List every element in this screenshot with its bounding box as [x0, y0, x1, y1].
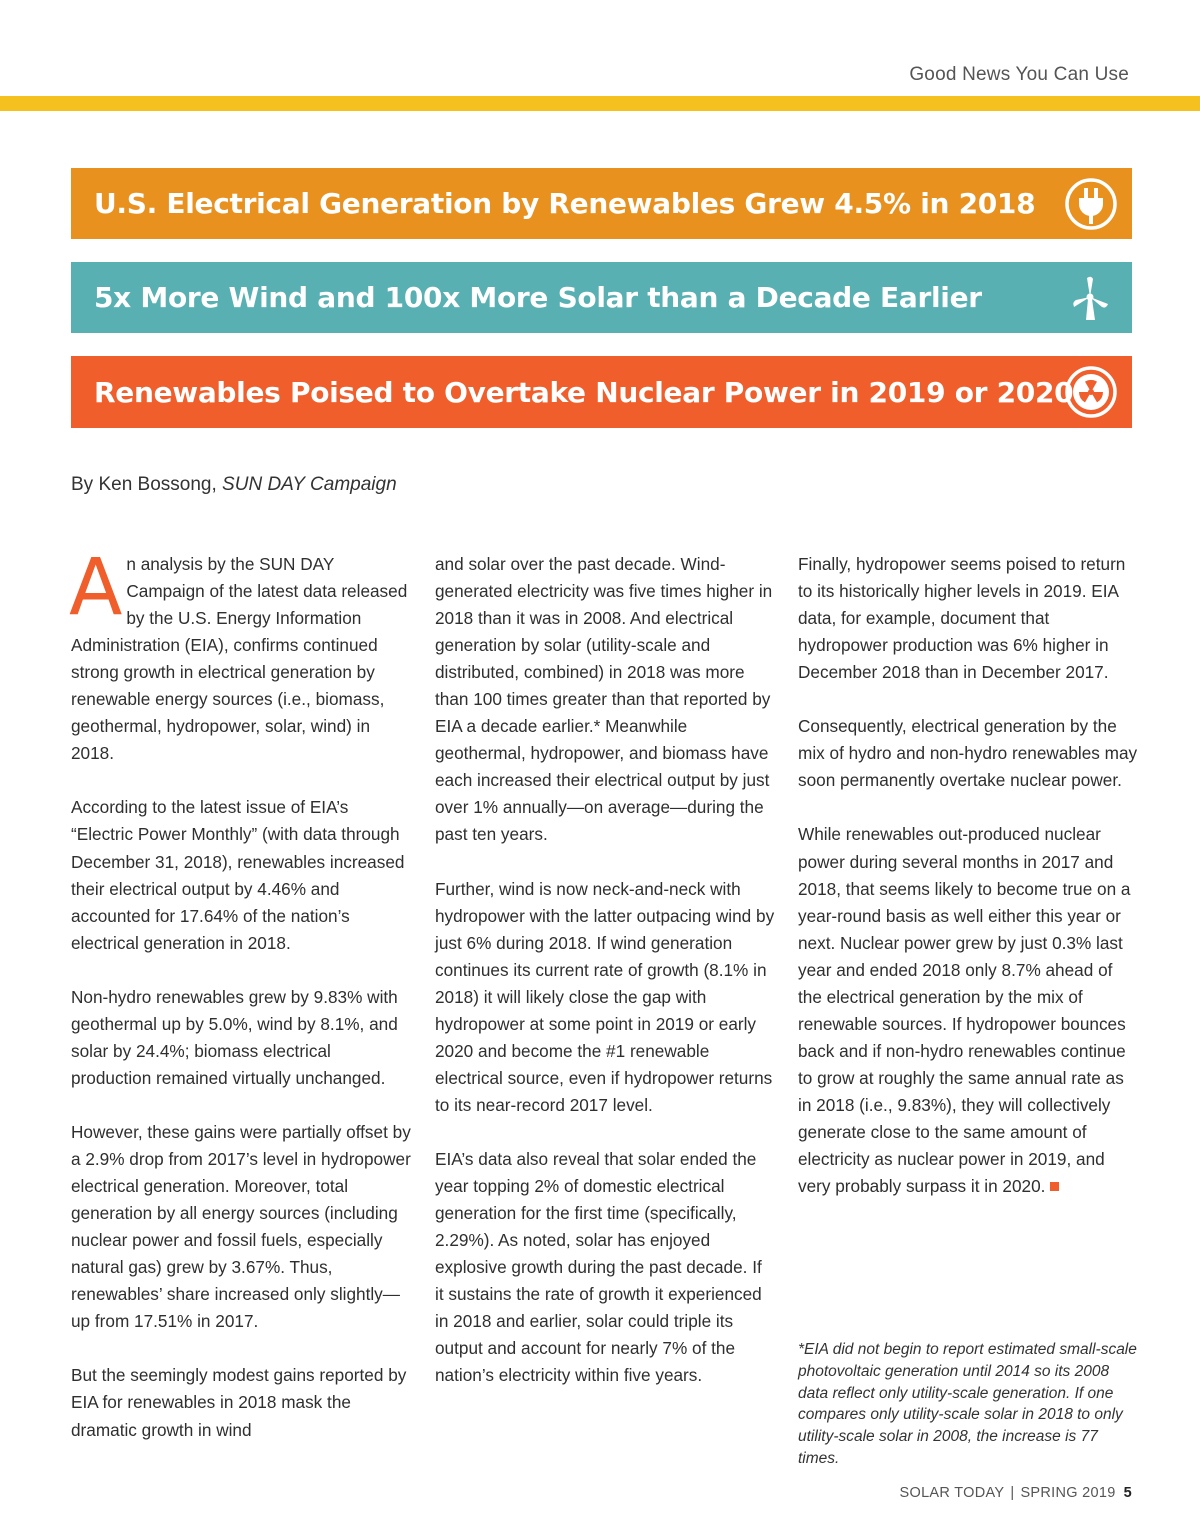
paragraph-text: n analysis by the SUN DAY Campaign of the latest data released by the U.S. Energy Information Administration (EIA), confirms continued strong growth in electrical generation by renewable energy sources (i.e., biomass, geothermal, hydropower, solar, wind) in 2018.: [71, 554, 408, 764]
headline-banner-2: [71, 262, 1132, 333]
article-column-3: [798, 551, 1138, 1227]
plug-icon: [1064, 177, 1118, 231]
paragraph: According to the latest issue of EIA’s “Electric Power Monthly” (with data through December 31, 2018), renewables increased their electrical output by 4.46% and accounted for 17.64% of the nation’s electrical generation in 2018.: [71, 797, 405, 953]
publication-name: SOLAR TODAY: [899, 1485, 1005, 1501]
paragraph: Finally, hydropower seems poised to return to its historically higher levels in 2019. EIA data, for example, document that hydropower production was 6% higher in December 2018 than in December 2017.: [798, 554, 1126, 683]
paragraph: [798, 821, 1138, 1200]
byline: [71, 474, 397, 496]
paragraph: EIA’s data also reveal that solar ended the year topping 2% of domestic electrical generation for the first time (specifically, 2.29%). As noted, solar has enjoyed explosive growth during the past decade. If it sustains the rate of growth it experienced in 2018 and earlier, solar could triple its output and account for nearly 7% of the nation’s electricity within five years.: [435, 1149, 762, 1386]
byline-org: SUN DAY Campaign: [222, 474, 397, 495]
paragraph: However, these gains were partially offset by a 2.9% drop from 2017’s level in hydropower electrical generation. Moreover, total generation by all energy sources (including nuclear power and fossil fuels, especially natural gas) grew by 3.67%. Thus, renewables’ share increased only slightly—up from 17.51% in 2017.: [71, 1121, 411, 1332]
section-label: Good News You Can Use: [909, 64, 1129, 85]
radiation-icon: [1064, 365, 1118, 419]
paragraph: [69, 543, 411, 767]
article-column-1: [69, 543, 411, 1471]
paragraph: Consequently, electrical generation by the mix of hydro and non-hydro renewables may soon permanently overtake nuclear power.: [798, 716, 1138, 791]
header-rule: [0, 96, 1200, 111]
headline-text-2: 5x More Wind and 100x More Solar than a Decade Earlier: [94, 281, 982, 314]
headline-text-3: Renewables Poised to Overtake Nuclear Power in 2019 or 2020: [94, 375, 1074, 409]
wind-turbine-icon: [1064, 271, 1118, 325]
paragraph: But the seemingly modest gains reported by EIA for renewables in 2018 mask the dramatic growth in wind: [71, 1365, 407, 1440]
footer-separator: |: [1010, 1485, 1015, 1501]
drop-cap: A: [69, 543, 123, 633]
issue-date: SPRING 2019: [1020, 1485, 1116, 1501]
headline-banner-3: [71, 356, 1132, 428]
end-mark: [1050, 1182, 1059, 1191]
headline-banner-1: [71, 168, 1132, 239]
headline-text-1: U.S. Electrical Generation by Renewables Grew 4.5% in 2018: [94, 187, 1036, 220]
byline-author: By Ken Bossong,: [71, 474, 223, 495]
paragraph: and solar over the past decade. Wind-generated electricity was five times higher in 2018 than it was in 2008. And electrical generation by solar (utility-scale and distributed, combined) in 2018 was more than 100 times greater than that reported by EIA a decade earlier.* Meanwhile geothermal, hydropower, and biomass have each increased their electrical output by just over 1% annually—on average—during the past ten years.: [435, 554, 773, 845]
paragraph: Further, wind is now neck-and-neck with hydropower with the latter outpacing wind by just 6% during 2018. If wind generation continues its current rate of growth (8.1% in 2018) it will likely close the gap with hydropower at some point in 2019 or early 2020 and become the #1 renewable electrical source, even if hydropower returns to its near-record 2017 level.: [435, 878, 775, 1115]
paragraph: Non-hydro renewables grew by 9.83% with geothermal up by 5.0%, wind by 8.1%, and solar by 24.4%; biomass electrical production remained virtually unchanged.: [71, 986, 398, 1088]
article-column-2: [435, 551, 775, 1417]
paragraph-text: While renewables out-produced nuclear power during several months in 2017 and 2018, that seems likely to become true on a year-round basis as well either this year or next. Nuclear power grew by just 0.3% last year and ended 2018 only 8.7% ahead of the electrical generation by the mix of renewable sources. If hydropower bounces back and if non-hydro renewables continue to grow at roughly the same annual rate as in 2018 (i.e., 9.83%), they will collectively generate close to the same amount of electricity as nuclear power in 2019, and very probably surpass it in 2020.: [798, 824, 1131, 1197]
page-number: 5: [1123, 1485, 1132, 1501]
footnote: *EIA did not begin to report estimated small-scale photovoltaic generation until 2014 so its 2008 data reflect only utility-scale generation. If one compares only utility-scale solar in 2018 to only utility-scale solar in 2008, the increase is 77 times.: [798, 1341, 1137, 1467]
page-footer: [900, 1485, 1132, 1501]
